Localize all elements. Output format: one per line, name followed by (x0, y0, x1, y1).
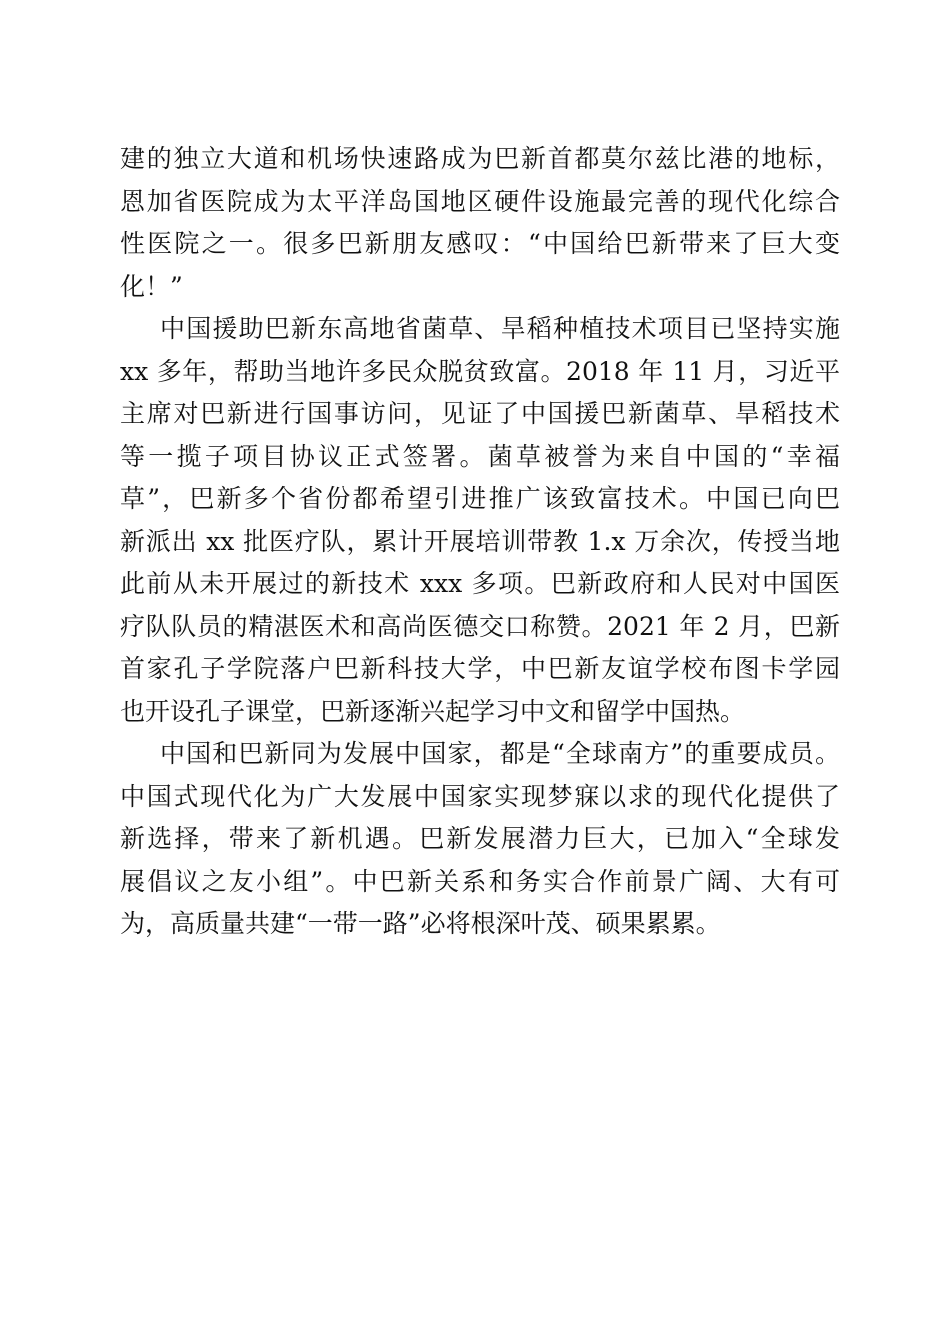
paragraph-2-line-5: 草”，巴新多个省份都希望引进推广该致富技术。中国已向巴 (120, 484, 840, 513)
paragraph-2-line-10: 也开设孔子课堂，巴新逐渐兴起学习中文和留学中国热。 (120, 696, 746, 726)
paragraph-2-line-3: 主席对巴新进行国事访问，见证了中国援巴新菌草、旱稻技术 (120, 399, 840, 428)
paragraph-2-line-6: 新派出 xx 批医疗队，累计开展培训带教 1.x 万余次，传授当地 (120, 526, 840, 556)
paragraph-3-line-4: 展倡议之友小组”。中巴新关系和务实合作前景广阔、大有可 (120, 866, 840, 896)
paragraph-2-line-4: 等一揽子项目协议正式签署。菌草被誉为来自中国的“幸福 (120, 441, 840, 471)
paragraph-3-line-2: 中国式现代化为广大发展中国家实现梦寐以求的现代化提供了 (120, 781, 840, 811)
paragraph-1-line-2: 恩加省医院成为太平洋岛国地区硬件设施最完善的现代化综合 (120, 186, 840, 216)
paragraph-3-line-1: 中国和巴新同为发展中国家，都是“全球南方”的重要成员。 (160, 739, 840, 768)
paragraph-2-line-7: 此前从未开展过的新技术 xxx 多项。巴新政府和人民对中国医 (120, 569, 840, 598)
paragraph-2-line-8: 疗队队员的精湛医术和高尚医德交口称赞。2021 年 2 月，巴新 (120, 611, 840, 641)
paragraph-2-line-2: xx 多年，帮助当地许多民众脱贫致富。2018 年 11 月，习近平 (120, 356, 840, 386)
paragraph-3-line-3: 新选择，带来了新机遇。巴新发展潜力巨大，已加入“全球发 (120, 824, 840, 853)
paragraph-1-line-1: 建的独立大道和机场快速路成为巴新首都莫尔兹比港的地标， (120, 144, 840, 173)
paragraph-2-line-1: 中国援助巴新东高地省菌草、旱稻种植技术项目已坚持实施 (160, 314, 840, 343)
paragraph-3-line-5: 为，高质量共建“一带一路”必将根深叶茂、硕果累累。 (120, 909, 721, 938)
paragraph-1-line-4: 化！” (120, 271, 183, 301)
paragraph-1-line-3: 性医院之一。很多巴新朋友感叹：“中国给巴新带来了巨大变 (120, 229, 840, 258)
document-body (120, 138, 840, 946)
paragraph-2-line-9: 首家孔子学院落户巴新科技大学，中巴新友谊学校布图卡学园 (120, 654, 840, 683)
